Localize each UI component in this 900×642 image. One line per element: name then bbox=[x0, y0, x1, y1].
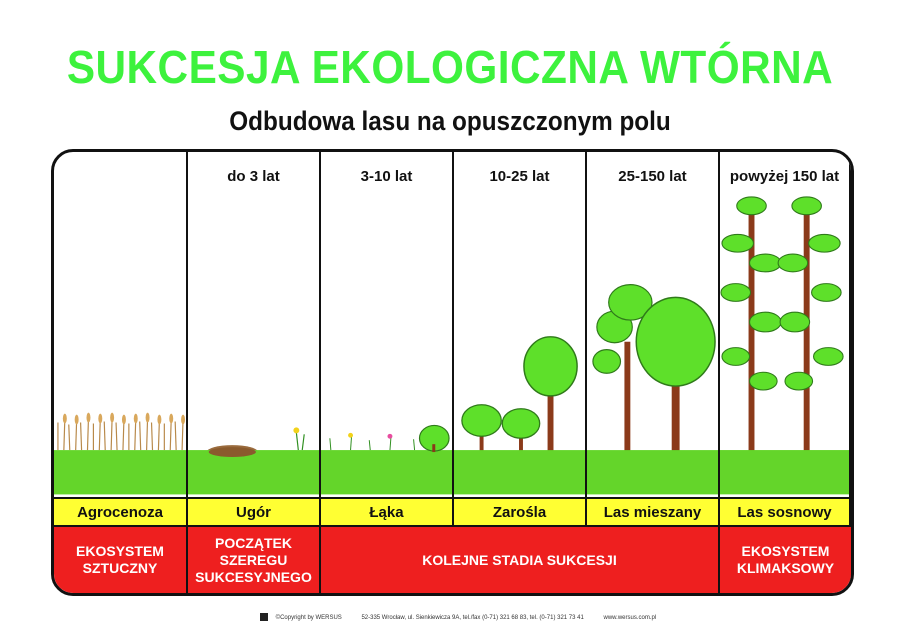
stage-name: Ugór bbox=[188, 497, 319, 527]
stage-name: Las sosnowy bbox=[720, 497, 849, 527]
stage-name: Agrocenoza bbox=[54, 497, 186, 527]
mixed-forest-illustration bbox=[587, 152, 718, 497]
footer-website[interactable]: www.wersus.com.pl bbox=[603, 614, 657, 621]
publisher-logo-icon bbox=[260, 613, 268, 621]
footer-address: 52-335 Wrocław, ul. Sienkiewicza 9A, tel./fax (0-71) 321 68 83, tel. (0-71) 321 73 41 bbox=[361, 614, 584, 621]
footer bbox=[260, 613, 674, 621]
band-succession-start: POCZĄTEK SZEREGU SUKCESYJNEGO bbox=[188, 527, 321, 593]
stage-name: Łąka bbox=[321, 497, 452, 527]
page-title: SUKCESJA EKOLOGICZNA WTÓRNA bbox=[66, 41, 834, 93]
shrubland-illustration bbox=[454, 152, 585, 497]
stage-age: 10-25 lat bbox=[489, 168, 550, 185]
stage-age: 3-10 lat bbox=[360, 168, 413, 185]
footer-copyright: ©Copyright by WERSUS bbox=[275, 614, 342, 621]
band-climax-ecosystem: EKOSYSTEM KLIMAKSOWY bbox=[720, 527, 851, 593]
pine-forest-illustration bbox=[720, 152, 849, 497]
stage-age: 25-150 lat bbox=[618, 168, 687, 185]
succession-board bbox=[51, 149, 854, 596]
stage-age: do 3 lat bbox=[227, 168, 280, 185]
stage-age: powyżej 150 lat bbox=[729, 168, 840, 185]
band-artificial-ecosystem: EKOSYSTEM SZTUCZNY bbox=[54, 527, 188, 593]
page-subtitle: Odbudowa lasu na opuszczonym polu bbox=[229, 106, 671, 136]
band-successive-stages: KOLEJNE STADIA SUKCESJI bbox=[321, 527, 720, 593]
crop-field-illustration bbox=[54, 152, 186, 497]
stage-name: Zarośla bbox=[454, 497, 585, 527]
fallow-illustration bbox=[188, 152, 319, 497]
meadow-illustration bbox=[321, 152, 452, 497]
stage-name: Las mieszany bbox=[587, 497, 718, 527]
